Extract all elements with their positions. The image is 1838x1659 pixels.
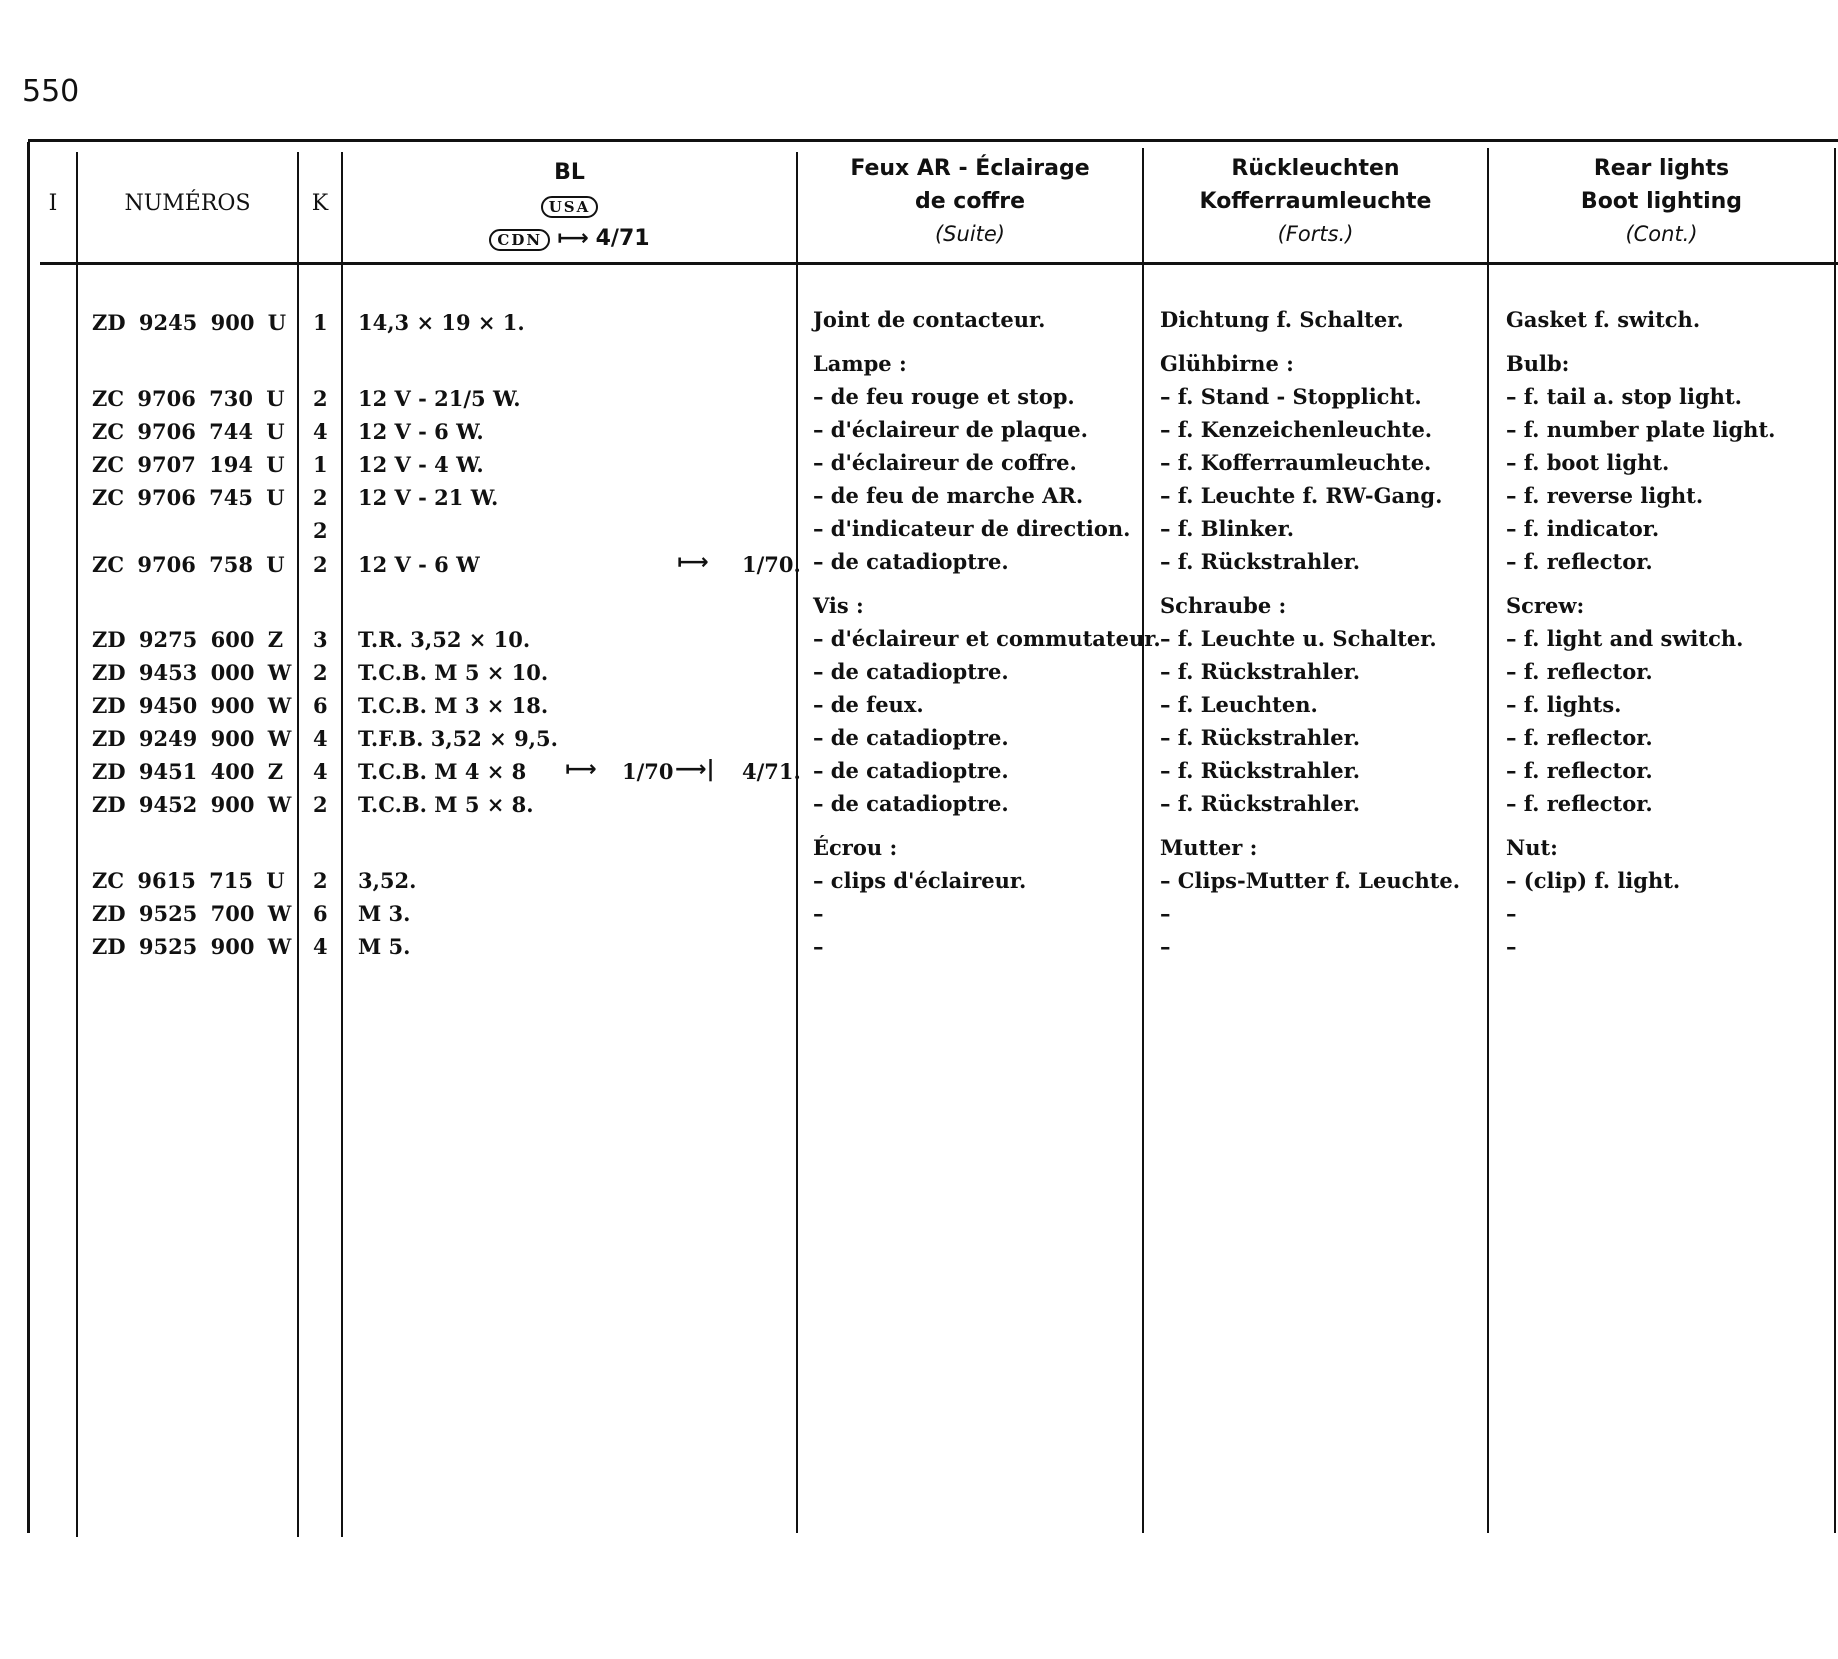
part-number: ZC 9615 715 U bbox=[92, 868, 285, 893]
fr-description: – bbox=[813, 934, 824, 959]
header-de bbox=[1144, 152, 1487, 251]
part-quantity: 3 bbox=[313, 627, 328, 652]
de-description: – f. Leuchten. bbox=[1160, 692, 1318, 717]
divider-de bbox=[1142, 148, 1144, 1533]
fr-description: Joint de contacteur. bbox=[813, 307, 1046, 332]
en-description: – (clip) f. light. bbox=[1506, 868, 1681, 893]
en-description: – bbox=[1506, 934, 1517, 959]
part-quantity: 2 bbox=[313, 792, 328, 817]
part-quantity: 2 bbox=[313, 386, 328, 411]
header-bl bbox=[343, 156, 796, 255]
de-description: – f. Kenzeichenleuchte. bbox=[1160, 417, 1433, 442]
fr-group-heading: Écrou : bbox=[813, 835, 898, 860]
part-quantity: 1 bbox=[313, 452, 328, 477]
part-number: ZD 9452 900 W bbox=[92, 792, 292, 817]
part-spec: M 5. bbox=[358, 934, 411, 959]
divider-numeros bbox=[76, 152, 78, 1537]
part-quantity: 6 bbox=[313, 901, 328, 926]
top-rule bbox=[28, 139, 1838, 142]
de-description: – bbox=[1160, 901, 1171, 926]
fr-description: – d'éclaireur et commutateur. bbox=[813, 626, 1161, 651]
header-bottom-rule bbox=[40, 262, 1838, 265]
part-number: ZC 9706 745 U bbox=[92, 485, 285, 510]
part-quantity: 2 bbox=[313, 518, 328, 543]
usa-badge: USA bbox=[541, 196, 599, 218]
de-description: – f. Rückstrahler. bbox=[1160, 549, 1361, 574]
part-spec: T.C.B. M 5 × 10. bbox=[358, 660, 549, 685]
part-number: ZC 9706 730 U bbox=[92, 386, 285, 411]
en-description: – f. light and switch. bbox=[1506, 626, 1744, 651]
part-quantity: 4 bbox=[313, 934, 328, 959]
de-description: – f. Leuchte u. Schalter. bbox=[1160, 626, 1437, 651]
en-description: Gasket f. switch. bbox=[1506, 307, 1701, 332]
header-en bbox=[1489, 152, 1834, 251]
part-quantity: 2 bbox=[313, 660, 328, 685]
part-number: ZC 9706 744 U bbox=[92, 419, 285, 444]
en-description: – f. reflector. bbox=[1506, 549, 1653, 574]
fr-group-heading: Lampe : bbox=[813, 351, 907, 376]
part-number: ZD 9275 600 Z bbox=[92, 627, 284, 652]
part-number: ZD 9525 900 W bbox=[92, 934, 292, 959]
part-number: ZD 9450 900 W bbox=[92, 693, 292, 718]
header-col-i: I bbox=[48, 191, 58, 216]
fr-description: – d'indicateur de direction. bbox=[813, 516, 1131, 541]
part-spec: T.F.B. 3,52 × 9,5. bbox=[358, 726, 558, 751]
part-spec: 12 V - 6 W bbox=[358, 552, 480, 577]
de-group-heading: Glühbirne : bbox=[1160, 351, 1294, 376]
header-en-line3: (Cont.) bbox=[1625, 222, 1698, 246]
part-spec: 12 V - 21/5 W. bbox=[358, 386, 521, 411]
header-fr bbox=[798, 152, 1142, 251]
de-description: – f. Stand - Stopplicht. bbox=[1160, 384, 1422, 409]
de-description: – f. Kofferraumleuchte. bbox=[1160, 450, 1432, 475]
fr-description: – de catadioptre. bbox=[813, 549, 1009, 574]
part-quantity: 6 bbox=[313, 693, 328, 718]
part-spec: T.R. 3,52 × 10. bbox=[358, 627, 531, 652]
en-description: – f. tail a. stop light. bbox=[1506, 384, 1742, 409]
part-spec: T.C.B. M 5 × 8. bbox=[358, 792, 534, 817]
part-date-note-end: 4/71. bbox=[742, 759, 801, 784]
left-border bbox=[27, 142, 30, 1533]
fr-description: – d'éclaireur de coffre. bbox=[813, 450, 1077, 475]
from-arrow-icon: ⟼ bbox=[565, 757, 597, 782]
part-quantity: 2 bbox=[313, 552, 328, 577]
header-col-numeros: NUMÉROS bbox=[124, 191, 251, 216]
header-fr-line1: Feux AR - Éclairage bbox=[850, 156, 1090, 181]
fr-description: – d'éclaireur de plaque. bbox=[813, 417, 1088, 442]
en-description: – f. lights. bbox=[1506, 692, 1622, 717]
en-description: – f. boot light. bbox=[1506, 450, 1670, 475]
part-number: ZC 9706 758 U bbox=[92, 552, 285, 577]
part-spec: T.C.B. M 3 × 18. bbox=[358, 693, 549, 718]
fr-description: – de feux. bbox=[813, 692, 924, 717]
part-date-note: 1/70 bbox=[622, 759, 674, 784]
divider-fr bbox=[796, 152, 798, 1533]
part-quantity: 2 bbox=[313, 868, 328, 893]
divider-bl bbox=[341, 152, 343, 1537]
part-date-note: 1/70. bbox=[742, 552, 801, 577]
fr-description: – clips d'éclaireur. bbox=[813, 868, 1027, 893]
fr-group-heading: Vis : bbox=[813, 593, 864, 618]
en-description: – f. indicator. bbox=[1506, 516, 1660, 541]
part-spec: 14,3 × 19 × 1. bbox=[358, 310, 525, 335]
part-number: ZD 9451 400 Z bbox=[92, 759, 284, 784]
header-fr-line2: de coffre bbox=[914, 189, 1026, 214]
header-de-line3: (Forts.) bbox=[1277, 222, 1354, 246]
part-spec: 12 V - 6 W. bbox=[358, 419, 484, 444]
de-description: – f. Blinker. bbox=[1160, 516, 1295, 541]
header-de-line1: Rückleuchten bbox=[1231, 156, 1400, 181]
from-arrow-icon: ⟼ bbox=[677, 550, 709, 575]
until-arrow-icon: ⟶| bbox=[675, 757, 715, 782]
en-description: – f. reflector. bbox=[1506, 725, 1653, 750]
header-bl-cdn-row bbox=[343, 222, 796, 255]
cdn-badge: CDN bbox=[489, 229, 550, 251]
part-number: ZD 9245 900 U bbox=[92, 310, 287, 335]
part-quantity: 2 bbox=[313, 485, 328, 510]
de-group-heading: Mutter : bbox=[1160, 835, 1258, 860]
en-description: – bbox=[1506, 901, 1517, 926]
en-group-heading: Nut: bbox=[1506, 835, 1558, 860]
part-number: ZD 9249 900 W bbox=[92, 726, 292, 751]
en-description: – f. reflector. bbox=[1506, 659, 1653, 684]
fr-description: – de feu rouge et stop. bbox=[813, 384, 1075, 409]
de-description: – f. Rückstrahler. bbox=[1160, 659, 1361, 684]
divider-en bbox=[1487, 148, 1489, 1533]
part-spec: T.C.B. M 4 × 8 bbox=[358, 759, 527, 784]
header-en-line1: Rear lights bbox=[1593, 156, 1730, 181]
part-number: ZC 9707 194 U bbox=[92, 452, 285, 477]
part-number: ZD 9525 700 W bbox=[92, 901, 292, 926]
part-spec: M 3. bbox=[358, 901, 411, 926]
page-number: 550 bbox=[22, 74, 80, 109]
en-description: – f. number plate light. bbox=[1506, 417, 1776, 442]
fr-description: – de catadioptre. bbox=[813, 791, 1009, 816]
part-spec: 12 V - 21 W. bbox=[358, 485, 499, 510]
en-group-heading: Bulb: bbox=[1506, 351, 1570, 376]
de-group-heading: Schraube : bbox=[1160, 593, 1287, 618]
fr-description: – de catadioptre. bbox=[813, 725, 1009, 750]
en-description: – f. reflector. bbox=[1506, 758, 1653, 783]
from-arrow-icon: ⟼ bbox=[557, 226, 589, 251]
header-en-line2: Boot lighting bbox=[1580, 189, 1743, 214]
divider-k bbox=[297, 152, 299, 1537]
header-bl-title: BL bbox=[554, 160, 585, 185]
header-de-line2: Kofferraumleuchte bbox=[1199, 189, 1432, 214]
header-fr-line3: (Suite) bbox=[934, 222, 1005, 246]
fr-description: – de feu de marche AR. bbox=[813, 483, 1084, 508]
right-border bbox=[1834, 148, 1836, 1533]
de-description: – bbox=[1160, 934, 1171, 959]
fr-description: – de catadioptre. bbox=[813, 758, 1009, 783]
part-quantity: 1 bbox=[313, 310, 328, 335]
de-description: – f. Rückstrahler. bbox=[1160, 791, 1361, 816]
part-quantity: 4 bbox=[313, 726, 328, 751]
part-quantity: 4 bbox=[313, 759, 328, 784]
en-description: – f. reflector. bbox=[1506, 791, 1653, 816]
part-spec: 12 V - 4 W. bbox=[358, 452, 484, 477]
de-description: – f. Rückstrahler. bbox=[1160, 758, 1361, 783]
en-group-heading: Screw: bbox=[1506, 593, 1585, 618]
de-description: – f. Rückstrahler. bbox=[1160, 725, 1361, 750]
de-description: Dichtung f. Schalter. bbox=[1160, 307, 1404, 332]
header-bl-date: 4/71 bbox=[595, 226, 650, 251]
de-description: – Clips-Mutter f. Leuchte. bbox=[1160, 868, 1461, 893]
part-quantity: 4 bbox=[313, 419, 328, 444]
en-description: – f. reverse light. bbox=[1506, 483, 1704, 508]
fr-description: – bbox=[813, 901, 824, 926]
part-spec: 3,52. bbox=[358, 868, 417, 893]
de-description: – f. Leuchte f. RW-Gang. bbox=[1160, 483, 1443, 508]
header-bl-usa bbox=[343, 189, 796, 222]
part-number: ZD 9453 000 W bbox=[92, 660, 292, 685]
header-col-k: K bbox=[311, 191, 329, 216]
fr-description: – de catadioptre. bbox=[813, 659, 1009, 684]
